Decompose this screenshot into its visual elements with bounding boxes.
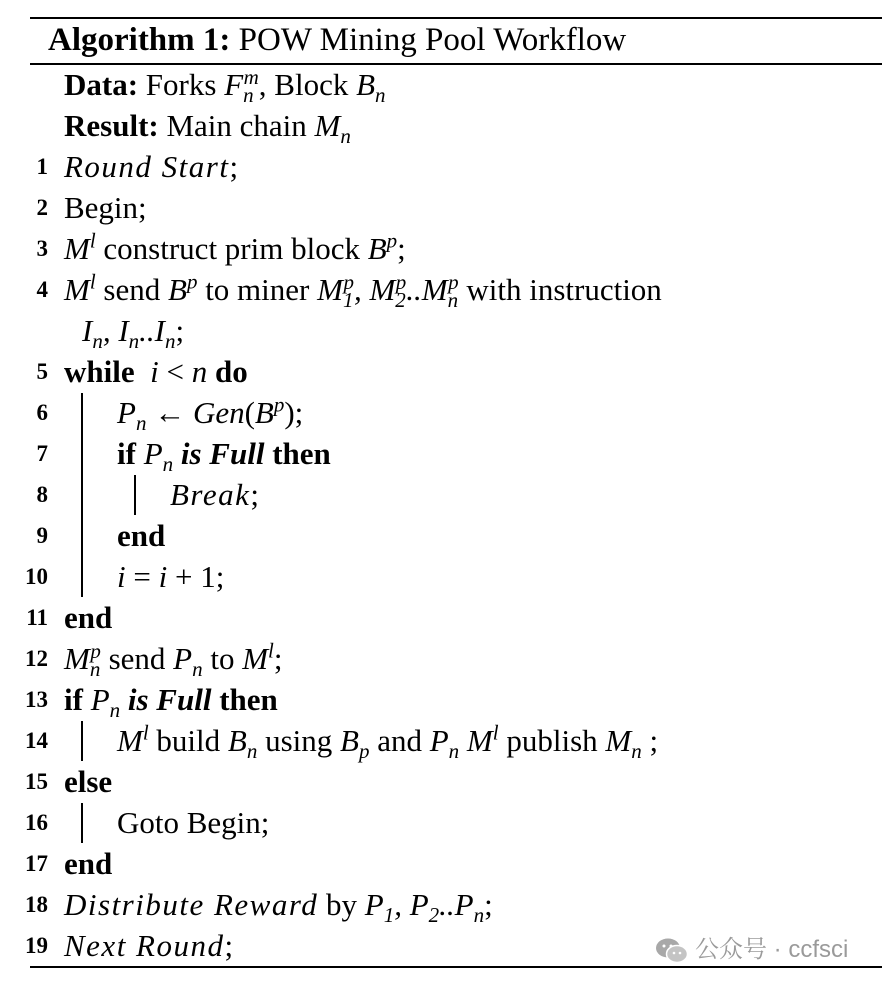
wechat-icon <box>655 937 689 965</box>
line-number: 13 <box>25 687 48 712</box>
result-label: Result: <box>64 108 159 143</box>
while-scope-bar <box>81 393 83 597</box>
line-number: 9 <box>36 523 48 548</box>
data-label: Data: <box>64 67 139 102</box>
line-number: 14 <box>25 728 48 753</box>
line-number: 4 <box>36 277 48 302</box>
line-number: 12 <box>25 646 48 671</box>
if-scope-bar <box>134 475 136 515</box>
line-number: 6 <box>36 400 48 425</box>
line-number: 7 <box>36 441 48 466</box>
line-number: 3 <box>36 236 48 261</box>
else-scope-bar <box>81 803 83 843</box>
line-number: 16 <box>25 810 48 835</box>
line-number: 2 <box>36 195 48 220</box>
algorithm-box: Algorithm 1: POW Mining Pool Workflow Data: Forks $F_n^m$, Block $B_n$ Result: Main chain $M_n$ 1 Round Start; 2 Begin; 3 $M^l$ construct prim block $B^p$; 4 $M^l$ send $B^p$ to miner $M_1^p$, $M_2^p..M_n^p$ with instruction $I_n$, $I_n..I_n$; 5 while i < n do 6 $P_n$ ← $Gen(B^p)$; 7 if $P_n$ is Full then 8 Break; 9 end 10 i = i + 1; 11 end 12 $M_n^p$ send $P_n$ to $M^l$; 13 if $P_n$ is Full then 14 $M^l$ build $B_n$ using $B_p$ and $P_n$ $M^l$ publish $M_n$ ; 15 else 16 Goto Begin; 17 end 18 Distribute Reward by $P_1$, $P_2..P_n$; 19 Next Round; <box>30 0 882 986</box>
algorithm-title <box>48 20 626 60</box>
line-number: 5 <box>36 359 48 384</box>
title-label: Algorithm 1: <box>48 22 231 58</box>
line-number: 8 <box>36 482 48 507</box>
line-number: 11 <box>26 605 48 630</box>
top-rule <box>30 17 882 19</box>
title-text: POW Mining Pool Workflow <box>238 22 627 58</box>
line-number: 1 <box>36 154 48 179</box>
watermark <box>655 930 848 970</box>
line-number: 17 <box>25 851 48 876</box>
line-number: 15 <box>25 769 48 794</box>
if-then-scope-bar <box>81 721 83 761</box>
line-number: 19 <box>25 933 48 958</box>
watermark-text: 公众号 · ccfsci <box>695 936 849 963</box>
line-number: 18 <box>25 892 48 917</box>
line-number: 10 <box>25 564 48 589</box>
